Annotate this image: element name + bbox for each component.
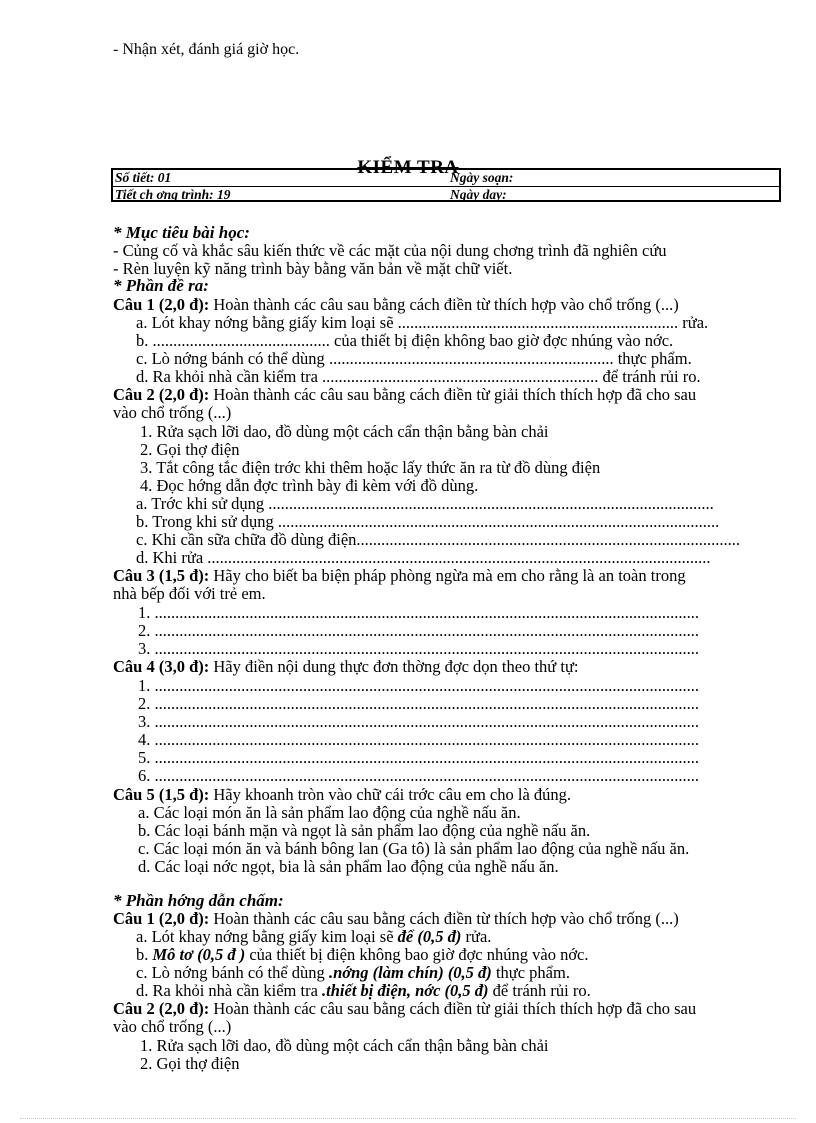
blank-dots[interactable]: ............................................................................................................ — [268, 495, 714, 513]
hd-cau2-line — [113, 1000, 696, 1018]
phan-de-ra-heading: * Phần đề ra: — [113, 276, 209, 295]
item-text: 6. — [138, 767, 155, 785]
hd-cau1-line — [113, 910, 679, 928]
blank-dots[interactable]: .................................................................................................................................... — [154, 713, 699, 731]
cau4-blank — [138, 749, 766, 767]
item-text: 2. — [138, 622, 155, 640]
blank-dots[interactable]: .................................................................... — [397, 313, 679, 332]
cau2-option: 1. Rửa sạch lỡi dao, đồ dùng một cách cẩn thận bằng bàn chải — [140, 422, 549, 441]
cau4-blank — [138, 695, 766, 713]
cau4-blank — [138, 677, 758, 695]
huong-dan-heading: * Phần hớng dẫn chấm: — [113, 891, 284, 910]
hd-cau2-label: Câu 2 (2,0 đ): — [113, 999, 210, 1018]
blank-dots[interactable]: ........................................................................................................... — [277, 513, 720, 531]
cau2-prompt: Hoàn thành các câu sau bằng cách điền từ giải thích thích hợp đã cho sau — [209, 385, 697, 404]
page-title: KIỂM TRA — [357, 157, 459, 178]
hd-answer — [136, 964, 570, 982]
item-text: thực phẩm. — [491, 963, 570, 982]
answer-text: .thiết bị điện, nớc (0,5 đ) — [322, 981, 489, 1000]
hd-answer — [136, 946, 589, 964]
muc-tieu-heading: * Mục tiêu bài học: — [113, 223, 250, 242]
item-text: d. Ra khỏi nhà cần kiểm tra — [136, 981, 323, 1000]
cau2-option: 3. Tắt công tắc điện trớc khi thêm hoặc lấy thức ăn ra từ đồ dùng điện — [140, 458, 601, 477]
cau1-prompt: Hoàn thành các câu sau bằng cách điền từ thích hợp vào chổ trống (...) — [209, 295, 679, 314]
blank-dots[interactable]: .................................................................................................................................... — [154, 622, 699, 640]
cau4-blank — [138, 731, 766, 749]
cau2-blank — [136, 513, 766, 531]
answer-text: .nớng (làm chín) (0,5 đ) — [328, 963, 492, 982]
cau4-prompt: Hãy điền nội dung thực đơn thờng đợc dọn theo thứ tự: — [209, 657, 579, 676]
item-text: 3. — [138, 713, 155, 731]
cau5-label: Câu 5 (1,5 đ): — [113, 785, 210, 804]
cau1-label: Câu 1 (2,0 đ): — [113, 295, 210, 314]
blank-dots[interactable]: .......................................................................................................................... — [207, 549, 711, 567]
cau4-label: Câu 4 (3,0 đ): — [113, 657, 210, 676]
hd-cau1-label: Câu 1 (2,0 đ): — [113, 909, 210, 928]
cau4-blank — [138, 767, 766, 785]
item-text: 3. — [138, 640, 155, 658]
blank-dots[interactable]: .................................................................................................................................... — [154, 604, 699, 622]
item-text: 2. — [138, 695, 155, 713]
cau2-blank — [136, 531, 766, 549]
item-text: 1. — [138, 677, 155, 695]
item-text: c. Lò nớng bánh có thể dùng — [136, 349, 329, 368]
cau2-option: 2. Gọi thợ điện — [140, 440, 240, 459]
cau1-item — [136, 350, 692, 368]
hd-answer — [136, 928, 491, 946]
blank-dots[interactable]: ................................................................... — [322, 367, 599, 386]
muc-tieu-item: - Củng cố và khắc sâu kiến thức về các mặt của nội dung chơng trình đã nghiên cứu — [113, 241, 667, 260]
cau2-option: 4. Đọc hớng dẫn đợc trình bày đi kèm với đồ dùng. — [140, 476, 479, 495]
hd-answer — [136, 982, 591, 1000]
item-text: của thiết bị điện không bao giờ đợc nhúng vào nớc. — [329, 331, 674, 350]
cau5-option[interactable]: b. Các loại bánh mặn và ngọt là sản phẩm lao động của nghề nấu ăn. — [138, 821, 591, 840]
cau1-line — [113, 296, 679, 314]
item-text: thực phẩm. — [613, 349, 692, 368]
answer-text: để (0,5 đ) — [397, 927, 462, 946]
cau3-prompt: Hãy cho biết ba biện pháp phòng ngừa mà em cho rằng là an toàn trong — [209, 566, 686, 585]
item-text: a. Trớc khi sử dụng — [136, 495, 269, 513]
cau2-prompt-cont: vào chổ trống (...) — [113, 403, 232, 422]
item-text: rửa. — [461, 927, 492, 946]
item-text: 4. — [138, 731, 155, 749]
tiet-chuong-trinh: Tiết ch ơng trình: 19 — [115, 187, 231, 202]
item-text: để tránh rủi ro. — [488, 981, 591, 1000]
item-text: để tránh rủi ro. — [598, 367, 701, 386]
blank-dots[interactable]: ..................................................................... — [328, 349, 614, 368]
cau5-option[interactable]: d. Các loại nớc ngọt, bia là sản phẩm lao động của nghề nấu ăn. — [138, 857, 559, 876]
blank-dots[interactable]: .................................................................................................................................... — [154, 749, 699, 767]
ngay-day: Ngày dạy: — [450, 187, 507, 202]
blank-dots[interactable]: .................................................................................................................................... — [154, 677, 699, 695]
hd-cau2-prompt-cont: vào chổ trống (...) — [113, 1017, 232, 1036]
blank-dots[interactable]: .................................................................................................................................... — [154, 695, 699, 713]
blank-dots[interactable]: .................................................................................................................................... — [154, 640, 699, 658]
cau3-line — [113, 567, 686, 585]
cau3-blank — [138, 622, 766, 640]
cau5-line — [113, 786, 571, 804]
item-text: c. Lò nớng bánh có thể dùng — [136, 963, 329, 982]
blank-dots[interactable]: .................................................................................................................................... — [154, 731, 699, 749]
cau2-line — [113, 386, 696, 404]
cau4-blank — [138, 713, 766, 731]
cau5-prompt: Hãy khoanh tròn vào chữ cái trớc câu em cho là đúng. — [209, 785, 572, 804]
hd-cau2-option: 1. Rửa sạch lỡi dao, đồ dùng một cách cẩn thận bằng bàn chải — [140, 1036, 549, 1055]
cau1-item — [136, 332, 673, 350]
cau1-item — [136, 314, 708, 332]
cau2-blank — [136, 549, 766, 567]
header-box — [111, 168, 781, 202]
cau1-item — [136, 368, 701, 386]
item-text: b. — [136, 945, 153, 964]
cau3-prompt-cont: nhà bếp đối với trẻ em. — [113, 584, 266, 603]
cau3-blank — [138, 640, 766, 658]
cau2-label: Câu 2 (2,0 đ): — [113, 385, 210, 404]
item-text: rửa. — [678, 313, 709, 332]
page-bottom-edge — [20, 1118, 796, 1119]
hd-cau2-prompt: Hoàn thành các câu sau bằng cách điền từ giải thích thích hợp đã cho sau — [209, 999, 697, 1018]
top-note: - Nhận xét, đánh giá giờ học. — [113, 41, 300, 58]
blank-dots[interactable]: ........................................... — [152, 331, 330, 350]
cau4-line — [113, 658, 578, 676]
item-text: b. — [136, 331, 153, 350]
so-tiet: Số tiết: 01 — [115, 170, 172, 185]
answer-text: Mô tơ (0,5 đ ) — [152, 945, 246, 964]
item-text: 1. — [138, 604, 155, 622]
item-text: a. Lót khay nớng bằng giấy kim loại sẽ — [136, 927, 398, 946]
item-text: b. Trong khi sử dụng — [136, 513, 278, 531]
item-text: d. Khi rửa — [136, 549, 208, 567]
muc-tieu-item: - Rèn luyện kỹ năng trình bày bằng văn bản về mặt chữ viết. — [113, 259, 513, 278]
cau2-blank — [136, 495, 766, 513]
cau5-option[interactable]: c. Các loại món ăn và bánh bông lan (Ga tô) là sản phẩm lao động của nghề nấu ăn. — [138, 839, 690, 858]
cau3-label: Câu 3 (1,5 đ): — [113, 566, 210, 585]
blank-dots[interactable]: ............................................................................................. — [356, 531, 741, 549]
item-text: của thiết bị điện không bao giờ đợc nhúng vào nớc. — [245, 945, 589, 964]
ngay-soan: Ngày soạn: — [450, 170, 514, 185]
blank-dots[interactable]: .................................................................................................................................... — [154, 767, 699, 785]
item-text: a. Lót khay nớng bằng giấy kim loại sẽ — [136, 313, 398, 332]
hd-cau2-option: 2. Gọi thợ điện — [140, 1054, 240, 1073]
item-text: d. Ra khỏi nhà cần kiểm tra — [136, 367, 323, 386]
item-text: 5. — [138, 749, 155, 767]
cau5-option[interactable]: a. Các loại món ăn là sản phẩm lao động của nghề nấu ăn. — [138, 803, 521, 822]
hd-cau1-prompt: Hoàn thành các câu sau bằng cách điền từ thích hợp vào chổ trống (...) — [209, 909, 679, 928]
cau3-blank — [138, 604, 766, 622]
item-text: c. Khi cần sữa chữa đồ dùng điện — [136, 531, 357, 549]
